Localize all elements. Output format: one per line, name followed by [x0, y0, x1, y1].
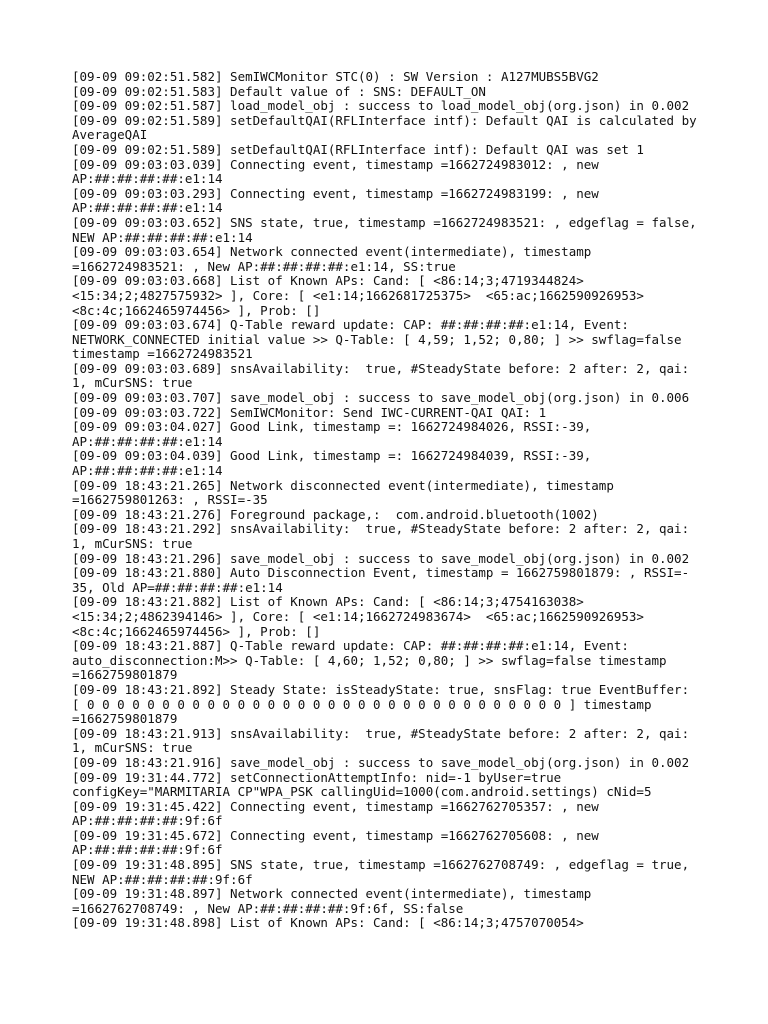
log-line: =1662759801263: , RSSI=-35: [72, 492, 268, 508]
log-line: <15:34;2;4862394146> ], Core: [ <e1:14;1662724983674> <65:ac;1662590926953>: [72, 608, 644, 624]
log-line: [09-09 09:03:03.654] Network connected event(intermediate), timestamp: [72, 244, 592, 260]
log-line: [09-09 19:31:44.772] setConnectionAttemptInfo: nid=-1 byUser=true: [72, 769, 562, 785]
log-line: [09-09 09:03:04.027] Good Link, timestamp =: 1662724984026, RSSI:-39,: [72, 419, 592, 435]
log-line: [09-09 09:03:03.689] snsAvailability: true, #SteadyState before: 2 after: 2, qai:: [72, 360, 690, 376]
log-line: <8c:4c;1662465974456> ], Prob: []: [72, 623, 321, 639]
log-line: [09-09 18:43:21.887] Q-Table reward update: CAP: ##:##:##:##:e1:14, Event:: [72, 638, 629, 654]
log-line: [09-09 09:03:04.039] Good Link, timestamp =: 1662724984039, RSSI:-39,: [72, 448, 592, 464]
log-line: [09-09 18:43:21.916] save_model_obj : success to save_model_obj(org.json) in 0.002: [72, 754, 690, 770]
log-line: [09-09 18:43:21.913] snsAvailability: true, #SteadyState before: 2 after: 2, qai:: [72, 725, 690, 741]
log-line: [09-09 18:43:21.292] snsAvailability: true, #SteadyState before: 2 after: 2, qai:: [72, 521, 690, 537]
log-line: AP:##:##:##:##:e1:14: [72, 433, 223, 449]
log-line: [09-09 19:31:45.422] Connecting event, timestamp =1662762705357: , new: [72, 798, 599, 814]
log-line: [09-09 09:03:03.668] List of Known APs: Cand: [ <86:14;3;4719344824>: [72, 273, 584, 289]
log-line: [09-09 19:31:48.895] SNS state, true, timestamp =1662762708749: , edgeflag = true,: [72, 857, 690, 873]
log-line: [09-09 18:43:21.296] save_model_obj : success to save_model_obj(org.json) in 0.002: [72, 550, 690, 566]
document-page: [72, 70, 712, 931]
log-line: <8c:4c;1662465974456> ], Prob: []: [72, 302, 321, 318]
log-line: AP:##:##:##:##:e1:14: [72, 171, 223, 187]
log-line: [09-09 09:03:03.293] Connecting event, timestamp =1662724983199: , new: [72, 185, 599, 201]
log-line: AP:##:##:##:##:e1:14: [72, 463, 223, 479]
log-line: [09-09 19:31:48.898] List of Known APs: Cand: [ <86:14;3;4757070054>: [72, 915, 584, 931]
log-line: [09-09 18:43:21.276] Foreground package,: com.android.bluetooth(1002): [72, 506, 599, 522]
log-line: [09-09 09:02:51.587] load_model_obj : success to load_model_obj(org.json) in 0.002: [72, 98, 690, 114]
log-line: AP:##:##:##:##:9f:6f: [72, 842, 223, 858]
log-line: =1662759801879: [72, 667, 178, 683]
log-line: <15:34;2;4827575932> ], Core: [ <e1:14;1662681725375> <65:ac;1662590926953>: [72, 287, 644, 303]
log-line: =1662762708749: , New AP:##:##:##:##:9f:6f, SS:false: [72, 900, 464, 916]
log-line: [ 0 0 0 0 0 0 0 0 0 0 0 0 0 0 0 0 0 0 0 0 0 0 0 0 0 0 0 0 0 0 0 0 ] timestamp: [72, 696, 652, 712]
log-line: [09-09 09:02:51.589] setDefaultQAI(RFLInterface intf): Default QAI was set 1: [72, 141, 644, 157]
log-line: configKey="MARMITARIA CP"WPA_PSK callingUid=1000(com.android.settings) cNid=5: [72, 784, 652, 800]
log-line: [09-09 18:43:21.880] Auto Disconnection Event, timestamp = 1662759801879: , RSSI=-: [72, 565, 690, 581]
log-line: auto_disconnection:M>> Q-Table: [ 4,60; 1,52; 0,80; ] >> swflag=false timestamp: [72, 652, 667, 668]
log-line: [09-09 09:02:51.582] SemIWCMonitor STC(0) : SW Version : A127MUBS5BVG2: [72, 69, 599, 84]
log-line: NETWORK_CONNECTED initial value >> Q-Table: [ 4,59; 1,52; 0,80; ] >> swflag=false: [72, 331, 682, 347]
log-line: [09-09 18:43:21.882] List of Known APs: Cand: [ <86:14;3;4754163038>: [72, 594, 584, 610]
log-line: NEW AP:##:##:##:##:9f:6f: [72, 871, 253, 887]
log-line: [09-09 09:03:03.652] SNS state, true, timestamp =1662724983521: , edgeflag = false,: [72, 214, 697, 230]
log-line: [09-09 19:31:45.672] Connecting event, timestamp =1662762705608: , new: [72, 827, 599, 843]
log-line: [09-09 09:03:03.039] Connecting event, timestamp =1662724983012: , new: [72, 156, 599, 172]
log-line: 35, Old AP=##:##:##:##:e1:14: [72, 579, 283, 595]
log-text-block: [72, 70, 712, 931]
log-line: [09-09 18:43:21.265] Network disconnected event(intermediate), timestamp: [72, 477, 614, 493]
log-line: timestamp =1662724983521: [72, 346, 253, 362]
log-line: [09-09 09:02:51.589] setDefaultQAI(RFLInterface intf): Default QAI is calculated by: [72, 112, 697, 128]
log-line: [09-09 09:02:51.583] Default value of : SNS: DEFAULT_ON: [72, 83, 486, 99]
log-line: AP:##:##:##:##:9f:6f: [72, 813, 223, 829]
log-line: [09-09 19:31:48.897] Network connected event(intermediate), timestamp: [72, 886, 592, 902]
log-line: AP:##:##:##:##:e1:14: [72, 200, 223, 216]
log-line: =1662724983521: , New AP:##:##:##:##:e1:14, SS:true: [72, 258, 456, 274]
log-line: 1, mCurSNS: true: [72, 536, 193, 551]
log-line: [09-09 09:03:03.674] Q-Table reward update: CAP: ##:##:##:##:e1:14, Event:: [72, 317, 629, 333]
log-line: =1662759801879: [72, 711, 178, 727]
log-line: 1, mCurSNS: true: [72, 740, 193, 756]
log-line: 1, mCurSNS: true: [72, 375, 193, 391]
log-line: NEW AP:##:##:##:##:e1:14: [72, 229, 253, 245]
log-line: [09-09 09:03:03.722] SemIWCMonitor: Send IWC-CURRENT-QAI QAI: 1: [72, 404, 547, 420]
log-line: [09-09 18:43:21.892] Steady State: isSteadyState: true, snsFlag: true EventBuffer:: [72, 681, 690, 697]
log-line: AverageQAI: [72, 127, 148, 143]
log-line: [09-09 09:03:03.707] save_model_obj : success to save_model_obj(org.json) in 0.006: [72, 390, 690, 406]
